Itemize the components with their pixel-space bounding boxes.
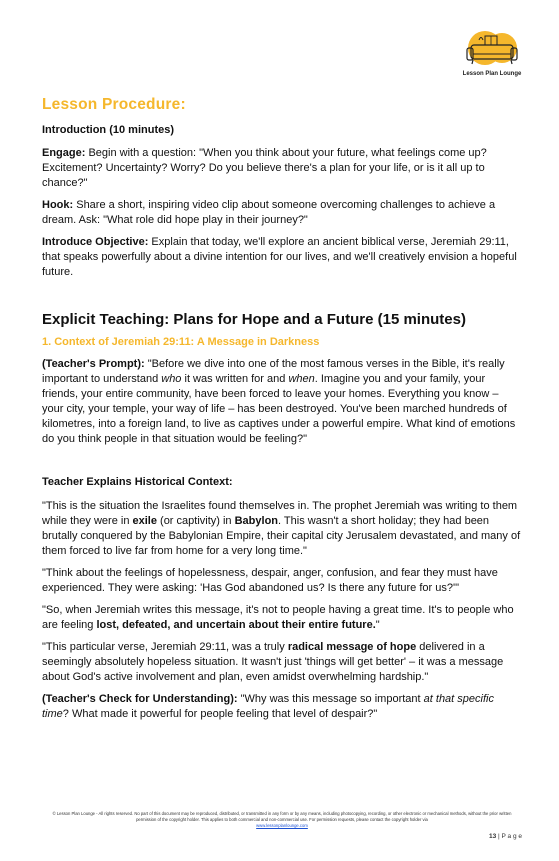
objective-paragraph <box>42 235 522 280</box>
lesson-procedure-heading: Lesson Procedure: <box>42 96 186 113</box>
explicit-teaching-heading: Explicit Teaching: Plans for Hope and a Future (15 minutes) <box>42 311 466 328</box>
context-paragraph-3 <box>42 603 522 633</box>
context-text: "This particular verse, Jeremiah 29:11, was a truly <box>42 641 288 653</box>
hook-paragraph <box>42 198 522 228</box>
context-text: (or captivity) in <box>156 515 235 527</box>
check-text: ? What made it powerful for people feeling that level of despair?" <box>62 708 378 720</box>
emphasis-who: who <box>161 373 182 385</box>
emphasis-exile: exile <box>132 515 157 527</box>
website-link[interactable]: www.lessonplanlounge.com <box>256 823 308 828</box>
page-label: | P a g e <box>496 833 522 840</box>
context-text: . This wasn't a short holiday; they had been brutally conquered by the Babylonian Empire, their capital city Jerusalem devastated, and many of them forced to live far from home for a very long time." <box>42 515 521 557</box>
teacher-prompt-label: (Teacher's Prompt): <box>42 358 145 370</box>
context-paragraph-4 <box>42 640 522 685</box>
logo-label: Lesson Plan Lounge <box>462 71 522 77</box>
context-paragraph-1 <box>42 499 522 559</box>
context-text: " <box>375 619 380 631</box>
context-text: "So, when Jeremiah writes this message, it's not to people having a great time. It's to people who are feeling <box>42 604 514 631</box>
page-number <box>489 833 522 840</box>
check-text: "Why was this message so important <box>237 693 424 705</box>
main-content <box>42 96 522 729</box>
engage-paragraph <box>42 146 522 191</box>
page-number-value: 13 <box>488 833 497 840</box>
historical-context-heading: Teacher Explains Historical Context: <box>42 476 233 488</box>
emphasis-when: when <box>288 373 315 385</box>
teacher-prompt-text: it was written for and <box>181 373 289 385</box>
check-understanding-paragraph <box>42 692 522 722</box>
teacher-prompt-paragraph <box>42 357 522 447</box>
teacher-prompt-text: "Before we dive into one of the most famous verses in the Bible, it's really important to understand <box>42 358 505 385</box>
context-paragraph-2: "Think about the feelings of hopelessness, despair, anger, confusion, and fear they must have experienced. They were asking: 'Has God abandoned us? Is there any future for us?'" <box>42 567 498 594</box>
objective-label: Introduce Objective: <box>42 236 149 248</box>
context-text: "This is the situation the Israelites found themselves in. The prophet Jeremiah was writing to them while they were in <box>42 500 518 527</box>
engage-text: Begin with a question: "When you think about your future, what feelings come up? Excitement? Uncertainty? Worry? Do you believe there's a plan for your life, or is it all up to chance?" <box>42 147 487 189</box>
copyright-text: © Lesson Plan Lounge - All rights reserved. No part of this document may be reproduced, distributed, or transmitted in any form or by any means, including photocopying, recording, or other electronic or mechanical methods, without the prior written permission of the copyright holder. This applies to both commercial and non-commercial use. For permission requests, please contact the copyright holder via <box>52 811 512 822</box>
copyright-footer <box>42 811 522 829</box>
context-section-heading: 1. Context of Jeremiah 29:11: A Message in Darkness <box>42 336 320 348</box>
emphasis-radical-hope: radical message of hope <box>287 641 417 653</box>
engage-label: Engage: <box>42 147 86 159</box>
lesson-plan-lounge-logo <box>457 26 527 84</box>
context-text: delivered in a seemingly absolutely hopeless situation. It wasn't just 'things will get better' – it was a message about God's active involvement and plan, even amidst overwhelming hardship." <box>42 641 504 683</box>
teacher-prompt-text: . Imagine you and your family, your friends, your entire community, have been forced to leave your homes. Everything you know – your city, your temple, your way of life – has been destroyed. You've been marched hundreds of kilometres, into a foreign land, to live as captives under a powerful empire. What kind of emotions do you think people in that situation would be feeling?" <box>42 373 516 445</box>
emphasis-lost-defeated: lost, defeated, and uncertain about their entire future. <box>96 619 376 631</box>
objective-text: Explain that today, we'll explore an ancient biblical verse, Jeremiah 29:11, that speaks powerfully about a divine intention for our lives, and we'll creatively envision a hopeful future. <box>42 236 517 278</box>
lounge-sofa-icon <box>457 26 527 72</box>
hook-text: Share a short, inspiring video clip about someone overcoming challenges to achieve a dream. Ask: "What role did hope play in their journey?" <box>42 199 496 226</box>
emphasis-specific-time: at that specific time <box>42 693 494 720</box>
introduction-heading: Introduction (10 minutes) <box>42 124 174 136</box>
hook-label: Hook: <box>42 199 74 211</box>
check-understanding-label: (Teacher's Check for Understanding): <box>42 693 238 705</box>
emphasis-babylon: Babylon <box>234 515 279 527</box>
